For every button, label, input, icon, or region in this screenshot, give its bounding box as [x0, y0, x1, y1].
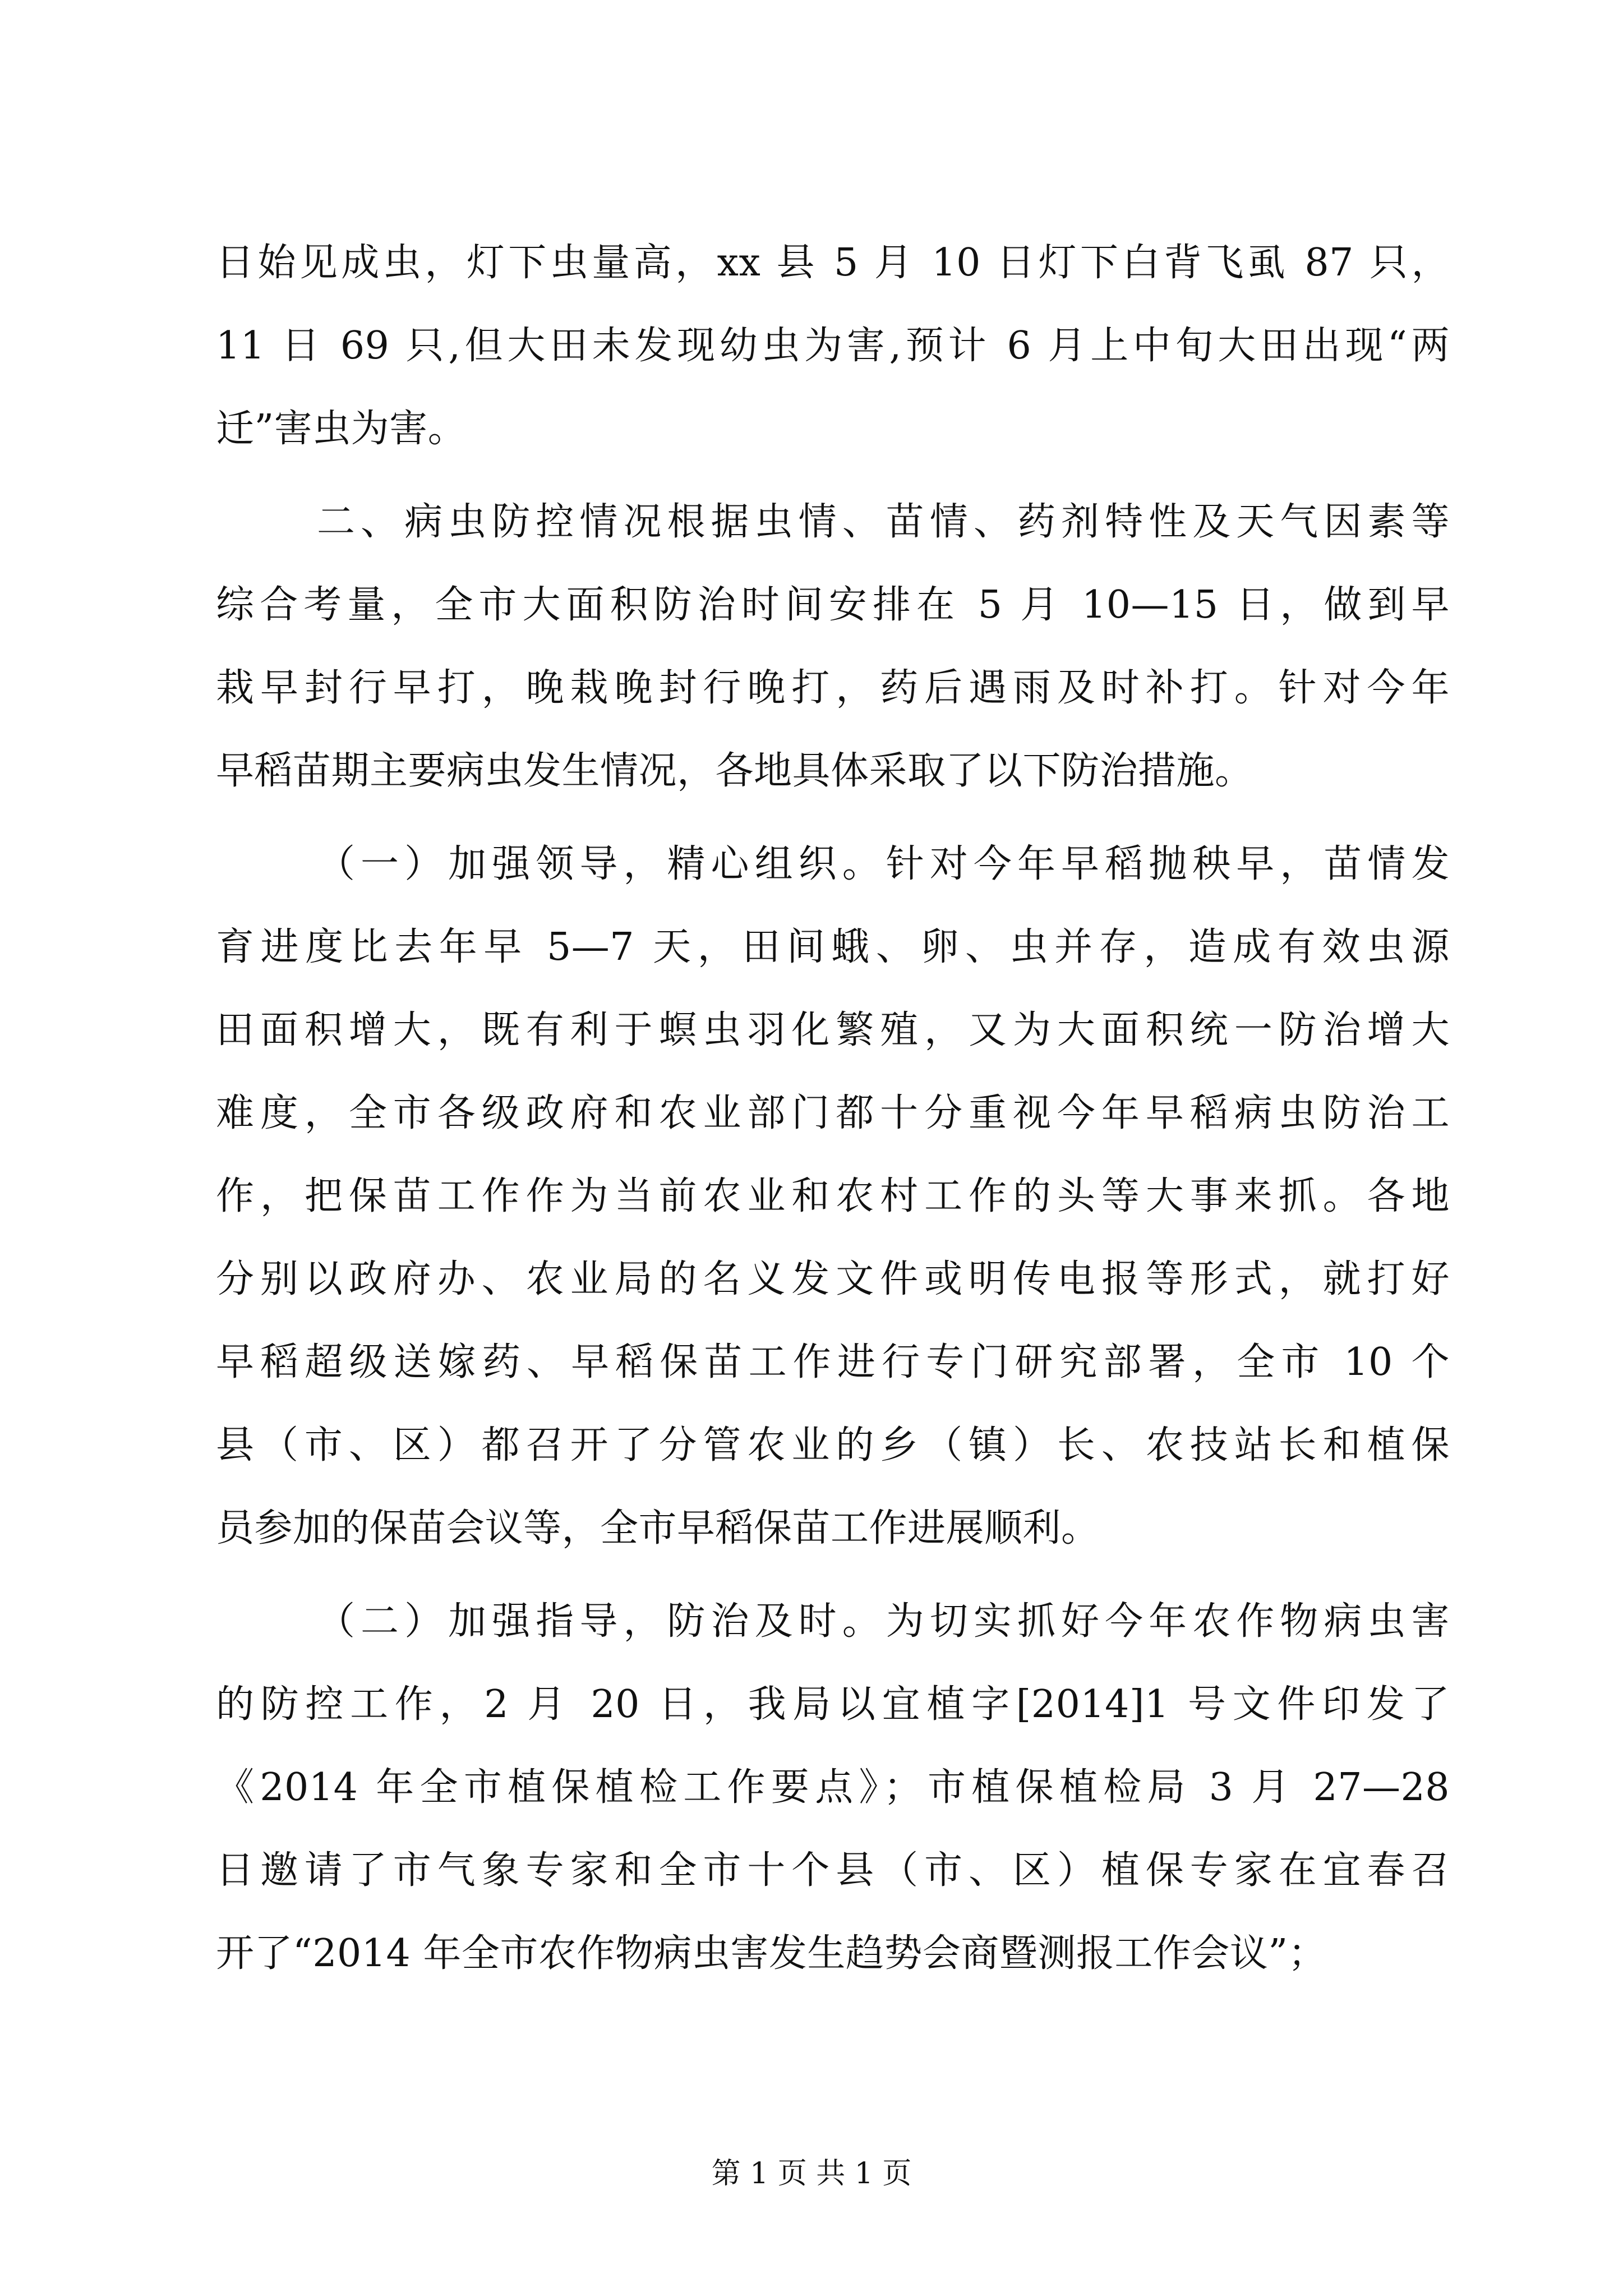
- text-line: 分别以政府办、农业局的名义发文件或明传电报等形式，就打好: [216, 1257, 1450, 1301]
- text-line: 早稻苗期主要病虫发生情况，各地具体采取了以下防治措施。: [216, 749, 1253, 793]
- text-line: 早稻超级送嫁药、早稻保苗工作进行专门研究部署，全市 10 个: [216, 1340, 1450, 1384]
- text-line: 育进度比去年早 5—7 天，田间蛾、卵、虫并存，造成有效虫源: [216, 925, 1450, 969]
- text-line: 田面积增大，既有利于螟虫羽化繁殖，又为大面积统一防治增大: [216, 1008, 1450, 1052]
- text-line: 迁”害虫为害。: [216, 407, 467, 451]
- page-footer: 第 1 页 共 1 页: [711, 2157, 912, 2191]
- text-line: 栽早封行早打，晚栽晚封行晚打，药后遇雨及时补打。针对今年: [216, 666, 1450, 710]
- text-line: 的防控工作，2 月 20 日，我局以宜植字[2014]1 号文件印发了: [216, 1682, 1450, 1727]
- paragraph-heading-line: 二、病虫防控情况根据虫情、苗情、药剂特性及天气因素等: [317, 500, 1450, 544]
- text-line: 综合考量，全市大面积防治时间安排在 5 月 10—15 日，做到早: [216, 583, 1450, 627]
- text-line: 作，把保苗工作作为当前农业和农村工作的头等大事来抓。各地: [216, 1174, 1450, 1218]
- text-line: 日始见成虫，灯下虫量高，xx 县 5 月 10 日灯下白背飞虱 87 只，: [216, 241, 1450, 285]
- document-body: [216, 222, 1450, 1995]
- text-line: 开了“2014 年全市农作物病虫害发生趋势会商暨测报工作会议”；: [216, 1931, 1327, 1976]
- text-line: 11 日 69 只,但大田未发现幼虫为害,预计 6 月上中旬大田出现“两: [216, 324, 1450, 368]
- text-line: 《2014 年全市植保植检工作要点》；市植保植检局 3 月 27—28: [216, 1765, 1450, 1810]
- text-line: 日邀请了市气象专家和全市十个县（市、区）植保专家在宜春召: [216, 1848, 1450, 1893]
- text-line: 员参加的保苗会议等，全市早稻保苗工作进展顺利。: [216, 1506, 1100, 1550]
- paragraph-heading-line: （二）加强指导，防治及时。为切实抓好今年农作物病虫害: [317, 1599, 1450, 1644]
- text-line: 县（市、区）都召开了分管农业的乡（镇）长、农技站长和植保: [216, 1423, 1450, 1467]
- paragraph-heading-line: （一）加强领导，精心组织。针对今年早稻抛秧早，苗情发: [317, 842, 1450, 886]
- text-line: 难度，全市各级政府和农业部门都十分重视今年早稻病虫防治工: [216, 1091, 1450, 1135]
